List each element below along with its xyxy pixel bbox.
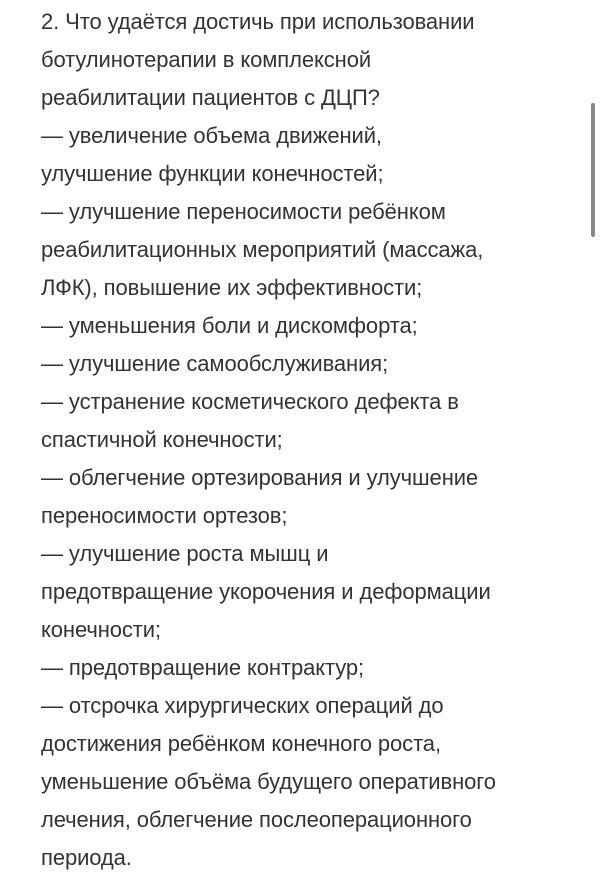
list-item-line: достижения ребёнком конечного роста,	[41, 731, 441, 756]
list-item-line: лечения, облегчение послеоперационного	[41, 807, 472, 832]
question-line-1: 2. Что удаётся достичь при использовании	[41, 9, 475, 34]
list-item-line: уменьшение объёма будущего оперативного	[41, 769, 496, 794]
question-line-3: реабилитации пациентов с ДЦП?	[41, 85, 380, 110]
list-item-line: улучшение функции конечностей;	[41, 161, 384, 186]
list-item-line: — устранение косметического дефекта в	[41, 389, 459, 414]
list-item-line: — улучшение самообслуживания;	[41, 351, 389, 376]
list-item-line: — уменьшения боли и дискомфорта;	[41, 313, 418, 338]
list-item-line: реабилитационных мероприятий (массажа,	[41, 237, 484, 262]
list-item-line: — предотвращение контрактур;	[41, 655, 365, 680]
list-item-line: — улучшение переносимости ребёнком	[41, 199, 446, 224]
list-item-line: — увеличение объема движений,	[41, 123, 382, 148]
list-item-line: ЛФК), повышение их эффективности;	[41, 275, 423, 300]
list-item-line: переносимости ортезов;	[41, 503, 288, 528]
list-item-line: конечности;	[41, 617, 161, 642]
article-text	[41, 3, 581, 877]
question-line-2: ботулинотерапии в комплексной	[41, 47, 372, 72]
list-item-line: — отсрочка хирургических операций до	[41, 693, 444, 718]
vertical-scrollbar-thumb[interactable]	[591, 103, 595, 237]
list-item-line: спастичной конечности;	[41, 427, 283, 452]
list-item-line: — облегчение ортезирования и улучшение	[41, 465, 479, 490]
list-item-line: — улучшение роста мышц и	[41, 541, 329, 566]
list-item-line: предотвращение укорочения и деформации	[41, 579, 491, 604]
list-item-line: периода.	[41, 845, 132, 870]
